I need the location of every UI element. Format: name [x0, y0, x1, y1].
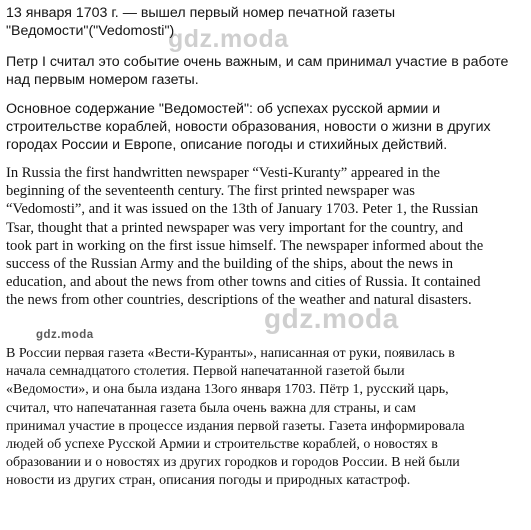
russian-line: людей об успехе Русской Армии и строительстве кораблей, о новостях в: [6, 436, 438, 452]
peter-note-line: над первым номером газеты.: [6, 72, 199, 89]
russian-line: «Ведомости», и она была издана 13ого января 1703. Пётр 1, русский царь,: [6, 382, 449, 398]
english-line: Tsar, thought that a printed newspaper was very important for the country, and: [6, 219, 464, 236]
russian-paragraph: [6, 345, 465, 491]
english-line: took part in working on the first issue himself. The newspaper informed about the: [6, 237, 484, 254]
content-note-line: городах России и Европе, описание погоды и стихийных действий.: [6, 137, 448, 154]
peter-note-line: Петр I считал это событие очень важным, и сам принимал участие в работе: [6, 54, 509, 70]
content-note-line: Основное содержание "Ведомостей": об успехах русской армии и: [6, 101, 441, 117]
russian-line: В России первая газета «Вести-Куранты», написанная от руки, появилась в: [6, 346, 455, 361]
watermark-small: gdz.moda: [36, 329, 94, 341]
english-line: beginning of the seventeenth century. The first printed newspaper was: [6, 183, 415, 200]
header-line: 13 января 1703 г. — вышел первый номер печатной газеты: [6, 5, 396, 21]
header-paragraph: [6, 4, 395, 40]
content-note-paragraph: [6, 100, 491, 155]
russian-line: принимал участие в процессе издания первой газеты. Газета информировала: [6, 418, 465, 434]
english-line: In Russia the first handwritten newspaper “Vesti-Kuranty” appeared in the: [6, 165, 441, 181]
content-note-line: строительстве кораблей, новости образования, новости о жизни в других: [6, 119, 491, 136]
russian-line: начала семнадцатого столетия. Первой напечатанной газетой были: [6, 364, 405, 380]
english-line: “Vedomosti”, and it was issued on the 13th of January 1703. Peter 1, the Russian: [6, 201, 479, 218]
english-line: success of the Russian Army and the building of the ships, about the news in: [6, 255, 454, 272]
watermark-middle: gdz.moda: [264, 303, 399, 334]
english-line: the news from other countries, descriptions of the weather and natural disasters.: [6, 292, 472, 309]
russian-line: новости из других стран, описания погоды и природных катастроф.: [6, 473, 411, 489]
english-paragraph: [6, 164, 483, 310]
english-line: education, and about the news from other towns and cities of Russia. It contained: [6, 274, 481, 291]
peter-note-paragraph: [6, 53, 508, 89]
russian-line: образовании и о новостях из других городков и городов России. В ней были: [6, 455, 460, 471]
russian-line: считал, что напечатанная газета была очень важна для страны, и сам: [6, 400, 416, 416]
header-line: "Ведомости"("Vedomosti"): [6, 23, 175, 40]
watermark-top: gdz.moda: [168, 25, 289, 53]
